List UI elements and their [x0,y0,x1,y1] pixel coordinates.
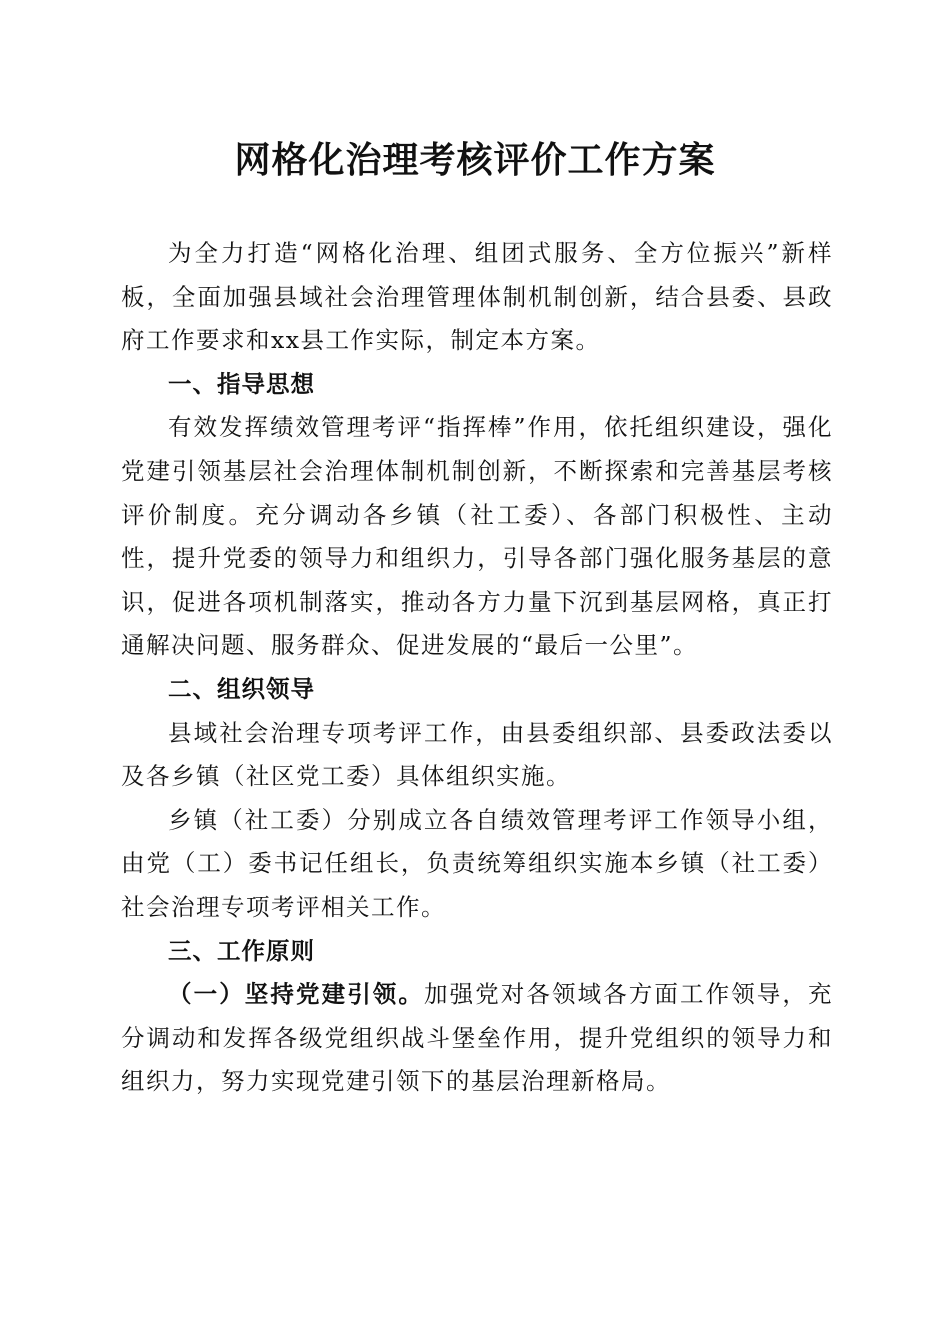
document-body [121,232,833,1104]
section-heading-organization: 二、组织领导 [168,674,315,703]
section-heading-guiding-thought: 一、指导思想 [168,369,315,398]
intro-paragraph: 为全力打造“网格化治理、组团式服务、全方位振兴”新样板，全面加强县域社会治理管理体制机制创新，结合县委、县政府工作要求和xx县工作实际，制定本方案。 [121,239,833,355]
principle-item-1-lead: （一）坚持党建引领。 [168,980,424,1009]
guiding-thought-paragraph: 有效发挥绩效管理考评“指挥棒”作用，依托组织建设，强化党建引领基层社会治理体制机制创新，不断探索和完善基层考核评价制度。充分调动各乡镇（社工委）、各部门积极性、主动性，提升党委的领导力和组织力，引导各部门强化服务基层的意识，促进各项机制落实，推动各方力量下沉到基层网格，真正打通解决问题、服务群众、促进发展的“最后一公里”。 [121,413,833,660]
organization-paragraph-2: 乡镇（社工委）分别成立各自绩效管理考评工作领导小组，由党（工）委书记任组长，负责统筹组织实施本乡镇（社工委）社会治理专项考评相关工作。 [121,805,833,921]
principle-item-1-text: 加强党对各领域各方面工作领导，充分调动和发挥各级党组织战斗堡垒作用，提升党组织的领导力和组织力，努力实现党建引领下的基层治理新格局。 [121,980,833,1096]
document-title: 网格化治理考核评价工作方案 [234,139,716,181]
organization-paragraph-1: 县域社会治理专项考评工作，由县委组织部、县委政法委以及各乡镇（社区党工委）具体组织实施。 [121,718,833,791]
principle-item-1 [121,973,833,1104]
section-heading-principles: 三、工作原则 [168,936,315,965]
